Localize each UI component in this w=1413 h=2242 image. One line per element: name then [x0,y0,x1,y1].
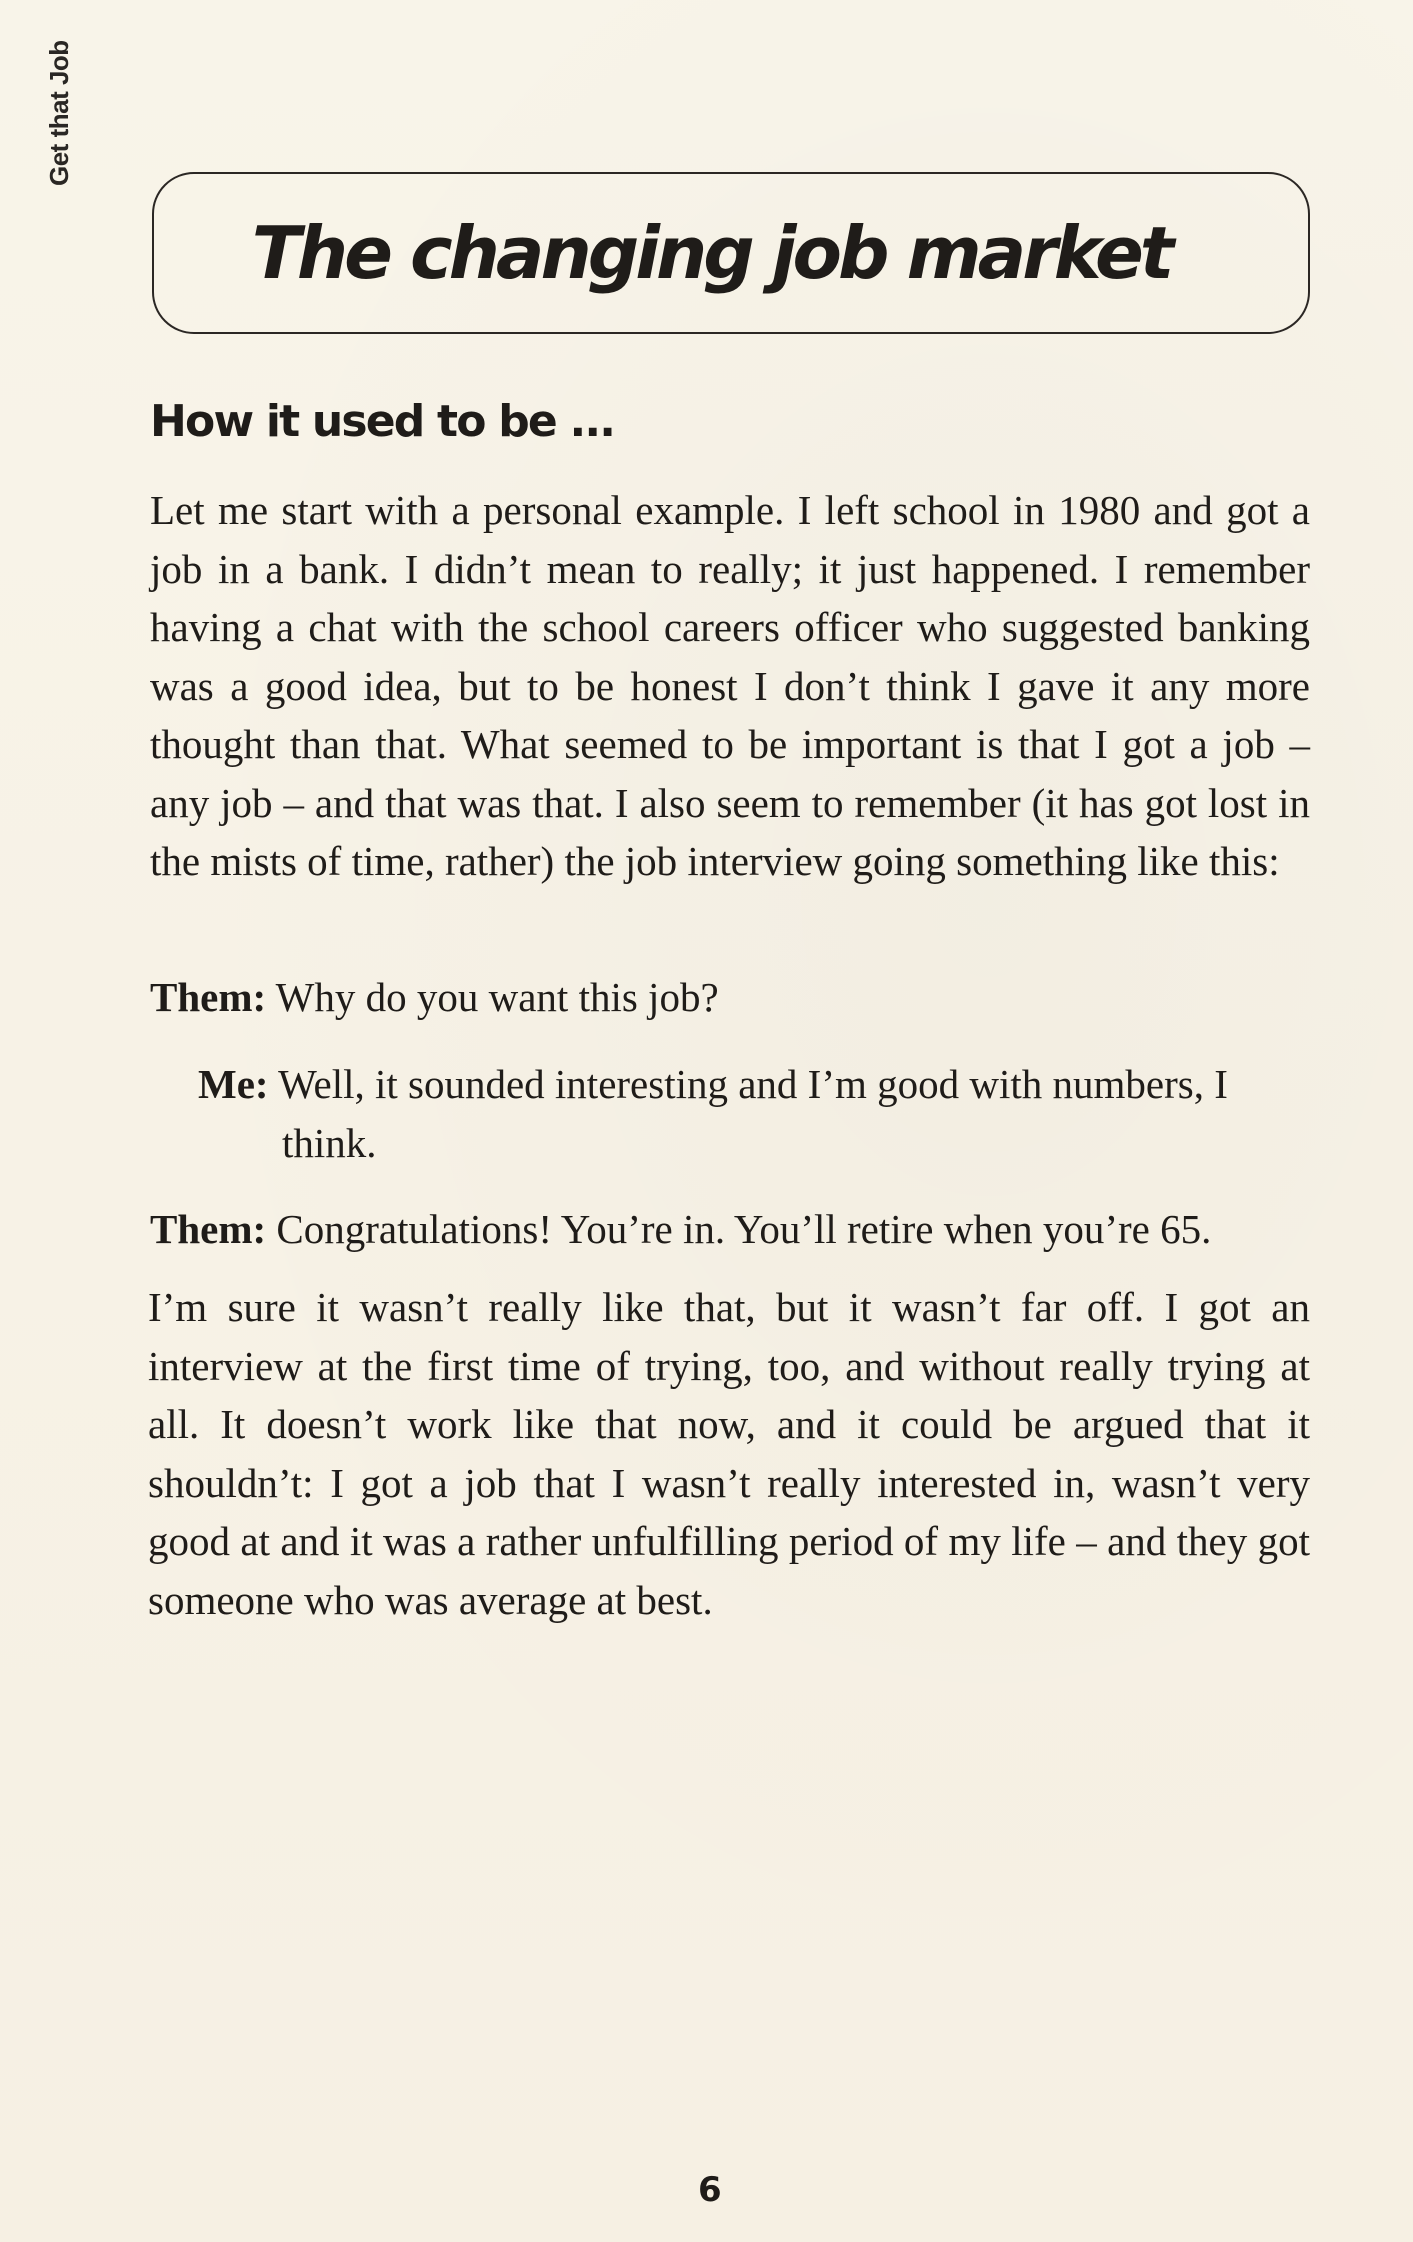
running-head: Get that Job [44,40,74,186]
dialogue-text: Congratulations! You’re in. You’ll retire when you’re 65. [276,1206,1212,1252]
dialogue-speaker: Them: [150,1206,267,1252]
title-box [152,172,1310,334]
dialogue-line-2 [198,1055,1310,1172]
dialogue-speaker: Them: [150,974,267,1020]
dialogue-speaker: Me: [198,1061,269,1107]
chapter-title: The changing job market [251,211,1171,295]
paragraph-2: I’m sure it wasn’t really like that, but it wasn’t far off. I got an interview at the first time of trying, too, and without really trying at all. It doesn’t work like that now, and it could be argued that it shouldn’t: I got a job that I wasn’t really interested in, wasn’t very good at and it was a rather unfulfilling period of my life – and they got someone who was average at best. [148,1284,1310,1623]
dialogue-text: Why do you want this job? [275,974,719,1020]
paragraph-1: Let me start with a personal example. I left school in 1980 and got a job in a bank. I didn’t mean to really; it just happened. I remember having a chat with the school careers officer who suggested banking was a good idea, but to be honest I don’t think I gave it any more thought than that. What seemed to be important is that I got a job – any job – and that was that. I also seem to remember (it has got lost in the mists of time, rather) the job interview going something like this: [150,487,1310,884]
dialogue-line-1 [150,968,1310,1027]
section-heading: How it used to be ... [150,396,615,447]
dialogue-text: Well, it sounded interesting and I’m good with numbers, I think. [278,1061,1228,1166]
dialogue-line-3 [150,1200,1310,1259]
page-number: 6 [698,2170,722,2210]
